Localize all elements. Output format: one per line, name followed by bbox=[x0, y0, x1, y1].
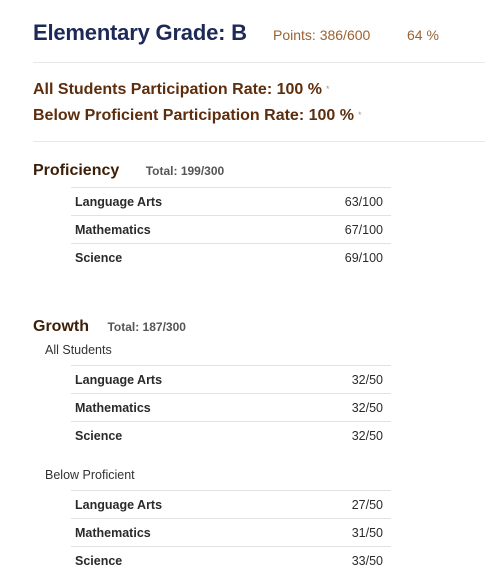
growth-below-proficient-heading: Below Proficient bbox=[45, 468, 135, 482]
subject-score: 63/100 bbox=[344, 195, 383, 209]
subject-label: Mathematics bbox=[75, 526, 151, 540]
page-title: Elementary Grade: B bbox=[33, 20, 247, 45]
subject-label: Science bbox=[75, 251, 123, 265]
subject-score: 27/50 bbox=[351, 498, 383, 512]
subject-score: 31/50 bbox=[351, 526, 383, 540]
table-row bbox=[71, 243, 391, 272]
table-row bbox=[71, 187, 391, 216]
subject-label: Science bbox=[75, 429, 123, 443]
table-row bbox=[71, 518, 391, 547]
table-row bbox=[71, 546, 391, 575]
table-row bbox=[71, 215, 391, 244]
subject-score: 32/50 bbox=[351, 429, 383, 443]
table-row bbox=[71, 490, 391, 519]
subject-score: 33/50 bbox=[351, 554, 383, 568]
growth-title: Growth bbox=[33, 318, 89, 335]
growth-all-students-heading: All Students bbox=[45, 343, 112, 357]
below-proficient-participation-text: Below Proficient Participation Rate: 100 % bbox=[33, 107, 354, 124]
proficiency-title: Proficiency bbox=[33, 162, 120, 179]
subject-score: 32/50 bbox=[351, 373, 383, 387]
growth-total: Total: 187/300 bbox=[107, 320, 186, 334]
below-proficient-participation bbox=[33, 107, 361, 125]
subject-label: Language Arts bbox=[75, 373, 163, 387]
subject-label: Science bbox=[75, 554, 123, 568]
subject-label: Mathematics bbox=[75, 223, 151, 237]
table-row bbox=[71, 421, 391, 450]
subject-score: 69/100 bbox=[344, 251, 383, 265]
participation-divider bbox=[33, 141, 485, 142]
proficiency-section-title bbox=[33, 162, 224, 180]
all-students-participation-text: All Students Participation Rate: 100 % bbox=[33, 81, 322, 98]
below-proficient-participation-asterisk: * bbox=[357, 110, 362, 120]
points-summary: Points: 386/600 bbox=[273, 27, 371, 43]
subject-label: Mathematics bbox=[75, 401, 151, 415]
header-divider bbox=[33, 62, 485, 63]
subject-label: Language Arts bbox=[75, 195, 163, 209]
growth-section-title bbox=[33, 318, 186, 336]
subject-score: 32/50 bbox=[351, 401, 383, 415]
table-row bbox=[71, 393, 391, 422]
all-students-participation-asterisk: * bbox=[325, 84, 330, 94]
subject-score: 67/100 bbox=[344, 223, 383, 237]
subject-label: Language Arts bbox=[75, 498, 163, 512]
percent-summary: 64 % bbox=[407, 27, 439, 43]
all-students-participation bbox=[33, 81, 329, 99]
table-row bbox=[71, 365, 391, 394]
proficiency-total: Total: 199/300 bbox=[145, 164, 225, 178]
